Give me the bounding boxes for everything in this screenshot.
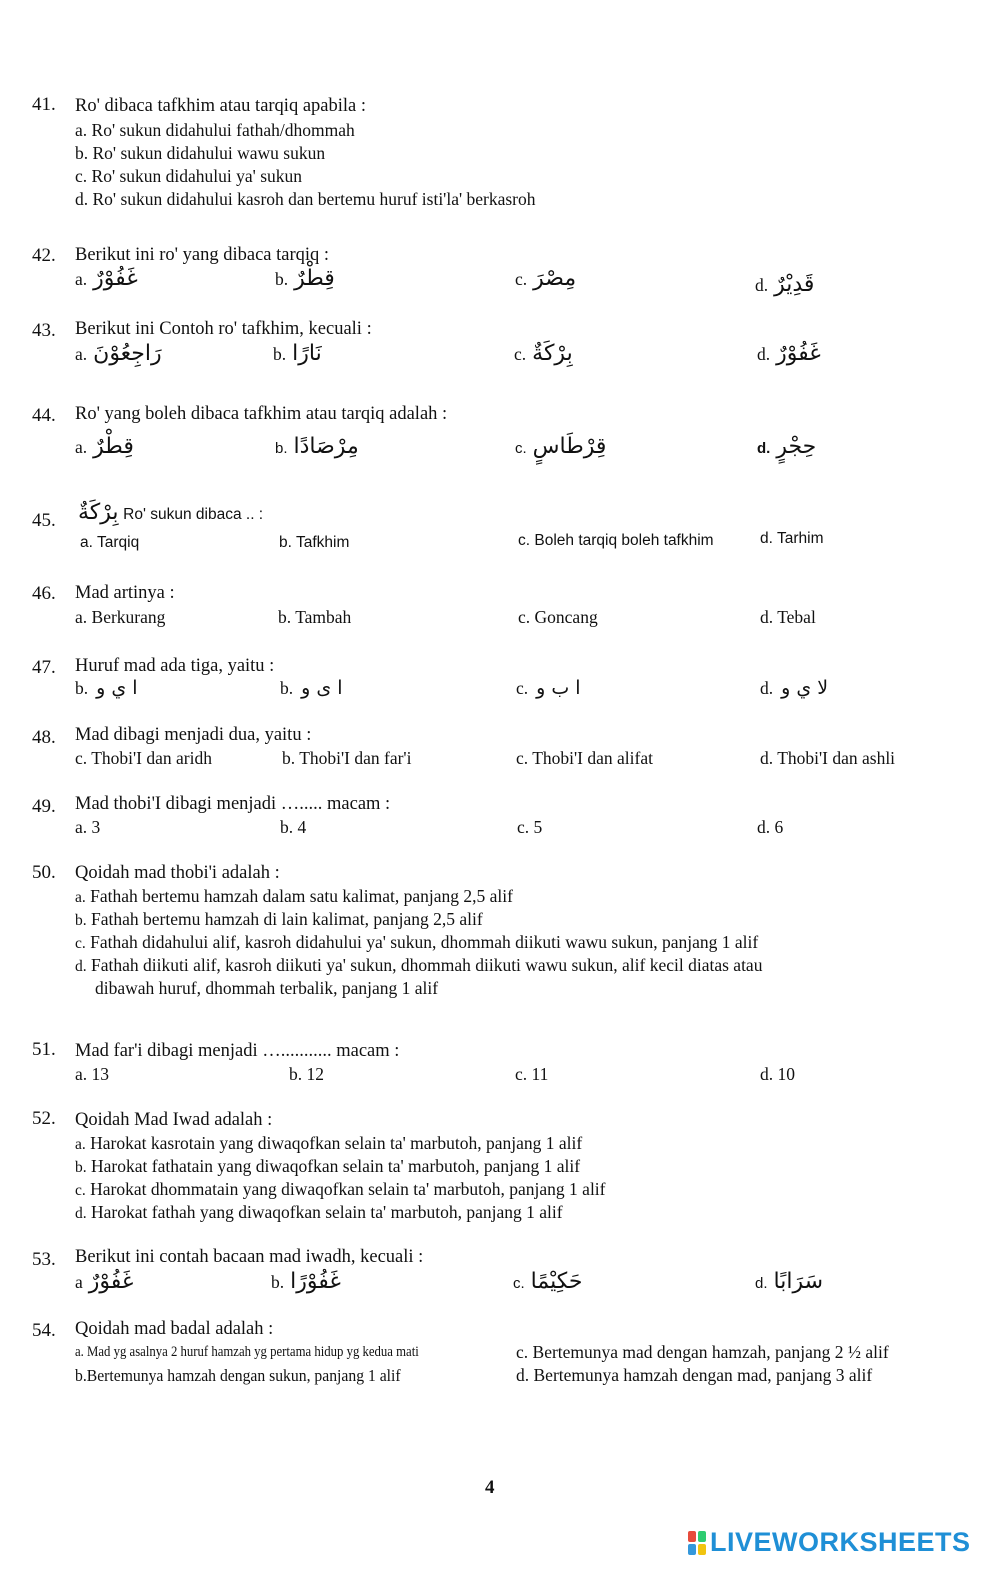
option-text: Ro' sukun didahului wawu sukun (92, 143, 326, 163)
answer-option[interactable] (517, 817, 542, 838)
option-label: a. (75, 889, 86, 906)
answer-option[interactable] (516, 748, 653, 769)
option-label: a. (75, 120, 88, 140)
answer-option[interactable] (516, 1342, 889, 1363)
question-number: 45. (32, 510, 56, 531)
option-label: d. (757, 817, 771, 837)
option-text: 11 (531, 1064, 549, 1084)
arabic-word: بِرْكَةٌ (78, 500, 119, 525)
answer-option[interactable] (75, 189, 536, 210)
answer-option[interactable] (75, 1156, 580, 1177)
arabic-word: غَفُوْرٌ (88, 1269, 134, 1294)
answer-option[interactable] (278, 607, 351, 628)
page-number: 4 (485, 1477, 495, 1498)
arabic-letters: ا ي و (96, 677, 138, 699)
option-text: Mad yg asalnya 2 huruf hamzah yg pertama hidup yg kedua mati (87, 1344, 419, 1360)
option-label: d. (760, 607, 774, 627)
option-label: b. (75, 1159, 87, 1176)
option-label: c. (516, 678, 529, 698)
question-number: 52. (32, 1108, 56, 1129)
question-number: 47. (32, 657, 56, 678)
question-stem: Huruf mad ada tiga, yaitu : (75, 656, 275, 676)
option-label: c. (515, 440, 527, 457)
option-label: b. (289, 1064, 303, 1084)
answer-option[interactable] (75, 886, 513, 907)
option-label: c. (513, 1275, 525, 1292)
answer-option[interactable] (75, 909, 483, 930)
arabic-word: غَفُوْرٌ (776, 341, 821, 366)
answer-option[interactable] (75, 1064, 109, 1085)
answer-option[interactable] (516, 677, 581, 699)
question-number: 43. (32, 320, 56, 341)
answer-option[interactable] (289, 1064, 324, 1085)
option-text: 4 (297, 817, 307, 837)
option-label: b. (75, 912, 87, 929)
question-stem (78, 500, 263, 525)
answer-option[interactable] (755, 1269, 823, 1294)
option-label: a. (80, 534, 93, 551)
option-text: Harokat fathatain yang diwaqofkan selain ta' marbutoh, panjang 1 alif (91, 1156, 581, 1176)
answer-option[interactable] (760, 748, 895, 769)
option-text: Thobi'I dan far'i (299, 748, 412, 768)
option-label: d. (75, 958, 87, 975)
question-number: 51. (32, 1039, 56, 1060)
answer-option[interactable] (75, 817, 100, 838)
option-label: d. (755, 1275, 768, 1292)
question-stem: Mad thobi'I dibagi menjadi …..... macam : (75, 794, 391, 814)
answer-option[interactable] (516, 1365, 872, 1386)
option-text: Tafkhim (295, 534, 350, 551)
option-label: a. (75, 817, 88, 837)
answer-option[interactable] (515, 1064, 548, 1085)
stem-text: Ro' sukun dibaca .. : (123, 506, 264, 523)
option-label: a. (75, 607, 88, 627)
question-stem: Qoidah Mad Iwad adalah : (75, 1110, 273, 1130)
option-label: b. (75, 143, 89, 163)
option-label: c. (515, 269, 528, 289)
option-label: d. (760, 678, 774, 698)
option-label: d. (760, 1064, 774, 1084)
option-text: Harokat kasrotain yang diwaqofkan selain ta' marbutoh, panjang 1 alif (90, 1133, 583, 1153)
arabic-letters: لا ي و (781, 677, 829, 699)
question-number: 53. (32, 1249, 56, 1270)
arabic-word: نَارًا (292, 341, 322, 366)
answer-option[interactable] (515, 266, 576, 291)
option-label: c. (75, 935, 86, 952)
answer-option[interactable] (282, 748, 411, 769)
option-text: Thobi'I dan ashli (777, 748, 896, 768)
option-label: b. (279, 534, 292, 551)
answer-option[interactable] (760, 607, 816, 628)
arabic-word: حِجْرٍ (776, 434, 817, 459)
answer-option[interactable] (275, 434, 359, 459)
answer-option[interactable] (760, 530, 823, 548)
answer-option[interactable] (280, 817, 306, 838)
option-label: c. (516, 748, 529, 768)
question-stem: Berikut ini ro' yang dibaca tarqiq : (75, 245, 330, 265)
answer-option[interactable] (757, 434, 816, 459)
option-label: d. (75, 1205, 87, 1222)
question-number: 46. (32, 583, 56, 604)
answer-option[interactable] (275, 266, 335, 291)
option-label: b. (273, 344, 287, 364)
arabic-letters: ا ى و (301, 677, 343, 699)
option-text: Bertemunya mad dengan hamzah, panjang 2 ½ alif (532, 1342, 889, 1362)
option-text: Thobi'I dan aridh (91, 748, 212, 768)
option-label: a. (75, 1136, 86, 1153)
answer-option[interactable] (273, 341, 322, 366)
brand-logo[interactable] (688, 1527, 971, 1558)
option-text: 13 (91, 1064, 110, 1084)
answer-option[interactable] (75, 932, 758, 953)
option-label: d. (757, 344, 771, 364)
option-text: Ro' sukun didahului fathah/dhommah (91, 120, 355, 140)
brand-grid-icon (688, 1531, 706, 1555)
option-label: c. (518, 607, 531, 627)
option-label: d. (75, 189, 89, 209)
answer-option[interactable] (760, 1064, 795, 1085)
option-label: c. (75, 1182, 86, 1199)
question-stem: Mad far'i dibagi menjadi …........... macam : (75, 1041, 400, 1061)
answer-option[interactable] (75, 677, 138, 699)
answer-option[interactable] (280, 677, 343, 699)
option-label: b. (280, 817, 294, 837)
option-label: c. (515, 1064, 528, 1084)
answer-option[interactable] (75, 1344, 419, 1361)
question-stem: Ro' dibaca tafkhim atau tarqiq apabila : (75, 96, 367, 116)
question-stem: Berikut ini contah bacaan mad iwadh, kecuali : (75, 1247, 424, 1267)
answer-option[interactable] (75, 955, 762, 976)
option-text: 10 (777, 1064, 795, 1084)
option-label: d. (516, 1365, 530, 1385)
answer-option[interactable] (75, 607, 165, 628)
option-text: Tebal (777, 607, 816, 627)
option-label: b. (278, 607, 292, 627)
answer-option[interactable] (760, 677, 828, 699)
option-label: c. (518, 532, 531, 549)
arabic-word: سَرَابًا (773, 1269, 824, 1294)
option-text: Fathah diikuti alif, kasroh diikuti ya' sukun, dhommah diikuti wawu sukun, alif kecil diatas atau (91, 955, 763, 975)
option-text: Goncang (534, 607, 598, 627)
option-text: Fathah bertemu hamzah di lain kalimat, panjang 2,5 alif (91, 909, 483, 929)
answer-option[interactable] (75, 120, 355, 141)
question-stem: Qoidah mad thobi'i adalah : (75, 863, 280, 883)
answer-option[interactable] (518, 532, 714, 550)
brand-name: LIVEWORKSHEETS (710, 1527, 971, 1557)
option-label: b. (75, 1366, 87, 1385)
option-text: Bertemunya hamzah dengan mad, panjang 3 alif (533, 1365, 873, 1385)
option-label: b. (275, 269, 289, 289)
option-text: Harokat fathah yang diwaqofkan selain ta' marbutoh, panjang 1 alif (91, 1202, 563, 1222)
option-text: 6 (774, 817, 784, 837)
answer-option[interactable] (75, 1366, 401, 1386)
answer-option[interactable] (75, 143, 325, 164)
option-text: Berkurang (91, 607, 166, 627)
answer-option[interactable] (75, 434, 134, 459)
answer-option[interactable] (75, 748, 212, 769)
answer-option[interactable] (271, 1269, 341, 1294)
question-stem: Ro' yang boleh dibaca tafkhim atau tarqiq adalah : (75, 404, 448, 424)
answer-option[interactable] (75, 1133, 582, 1154)
option-label: c. (514, 344, 527, 364)
arabic-word: غَفُوْرٌ (93, 266, 138, 291)
answer-option[interactable] (75, 1269, 133, 1294)
question-stem: Mad artinya : (75, 583, 175, 603)
answer-option[interactable] (75, 1179, 606, 1200)
answer-option[interactable] (513, 1269, 582, 1294)
option-label: a. (75, 269, 88, 289)
option-label: d. (760, 748, 774, 768)
option-text: Ro' sukun didahului kasroh dan bertemu huruf isti'la' berkasroh (92, 189, 536, 209)
answer-option[interactable] (80, 534, 139, 552)
answer-option[interactable] (75, 166, 302, 187)
arabic-word: قِطْرٌ (294, 266, 335, 291)
answer-option[interactable] (757, 341, 821, 366)
option-label: d. (757, 440, 771, 457)
option-text: 5 (533, 817, 543, 837)
option-label: c. (517, 817, 530, 837)
arabic-word: مِرْصَادًا (293, 434, 359, 459)
answer-option[interactable] (279, 534, 349, 552)
answer-option[interactable] (75, 266, 138, 291)
arabic-letters: ا ب و (536, 677, 581, 699)
option-label: a. (75, 437, 88, 457)
option-label: d. (760, 530, 773, 547)
option-text: Bertemunya hamzah dengan sukun, panjang 1 alif (86, 1366, 401, 1385)
option-text: 3 (91, 817, 101, 837)
answer-option[interactable] (515, 434, 606, 459)
arabic-word: رَاجِعُوْنَ (93, 341, 162, 366)
option-label: c. (75, 748, 88, 768)
arabic-word: بِرْكَةٌ (532, 341, 573, 366)
arabic-word: قَدِيْرٌ (774, 272, 815, 297)
option-text: 12 (306, 1064, 324, 1084)
option-label: b. (75, 678, 89, 698)
option-label: a. (75, 344, 88, 364)
option-label: a. (75, 1064, 88, 1084)
option-text: Thobi'I dan alifat (532, 748, 653, 768)
option-label: c. (75, 166, 88, 186)
question-number: 49. (32, 796, 56, 817)
answer-option[interactable] (757, 817, 783, 838)
option-label: b. (271, 1272, 285, 1292)
option-label: d. (755, 275, 769, 295)
option-text: Fathah bertemu hamzah dalam satu kalimat, panjang 2,5 alif (90, 886, 513, 906)
option-text: Tarhim (776, 530, 824, 547)
answer-option[interactable] (518, 607, 598, 628)
option-text: Tarqiq (96, 534, 140, 551)
option-label: c. (516, 1342, 529, 1362)
option-text: Fathah didahului alif, kasroh didahului ya' sukun, dhommah diikuti wawu sukun, panjang 1 alif (90, 932, 759, 952)
question-number: 50. (32, 862, 56, 883)
question-number: 54. (32, 1320, 56, 1341)
option-text: Ro' sukun didahului ya' sukun (91, 166, 303, 186)
answer-option[interactable] (75, 1202, 563, 1223)
question-number: 42. (32, 245, 56, 266)
arabic-word: قِطْرٌ (93, 434, 134, 459)
option-label: b. (280, 678, 294, 698)
question-number: 41. (32, 94, 56, 115)
option-label: a. (75, 1344, 84, 1360)
option-label: b. (282, 748, 296, 768)
arabic-word: غَفُوْرًا (290, 1269, 341, 1294)
option-label: a (75, 1272, 83, 1292)
question-stem: Berikut ini Contoh ro' tafkhim, kecuali : (75, 319, 372, 339)
answer-option[interactable] (75, 341, 162, 366)
option-text: Tambah (295, 607, 352, 627)
question-number: 44. (32, 405, 56, 426)
arabic-word: قِرْطَاسٍ (532, 434, 607, 459)
answer-option[interactable] (755, 272, 814, 297)
question-number: 48. (32, 727, 56, 748)
arabic-word: حَكِيْمًا (530, 1269, 583, 1294)
arabic-word: مِصْرَ (533, 266, 577, 291)
answer-option[interactable] (514, 341, 573, 366)
option-label: b. (275, 440, 288, 457)
option-text: Boleh tarqiq boleh tafkhim (534, 532, 714, 549)
option-continuation: dibawah huruf, dhommah terbalik, panjang 1 alif (95, 978, 439, 998)
question-stem: Mad dibagi menjadi dua, yaitu : (75, 725, 312, 745)
option-text: Harokat dhommatain yang diwaqofkan selain ta' marbutoh, panjang 1 alif (90, 1179, 606, 1199)
question-stem: Qoidah mad badal adalah : (75, 1319, 274, 1339)
